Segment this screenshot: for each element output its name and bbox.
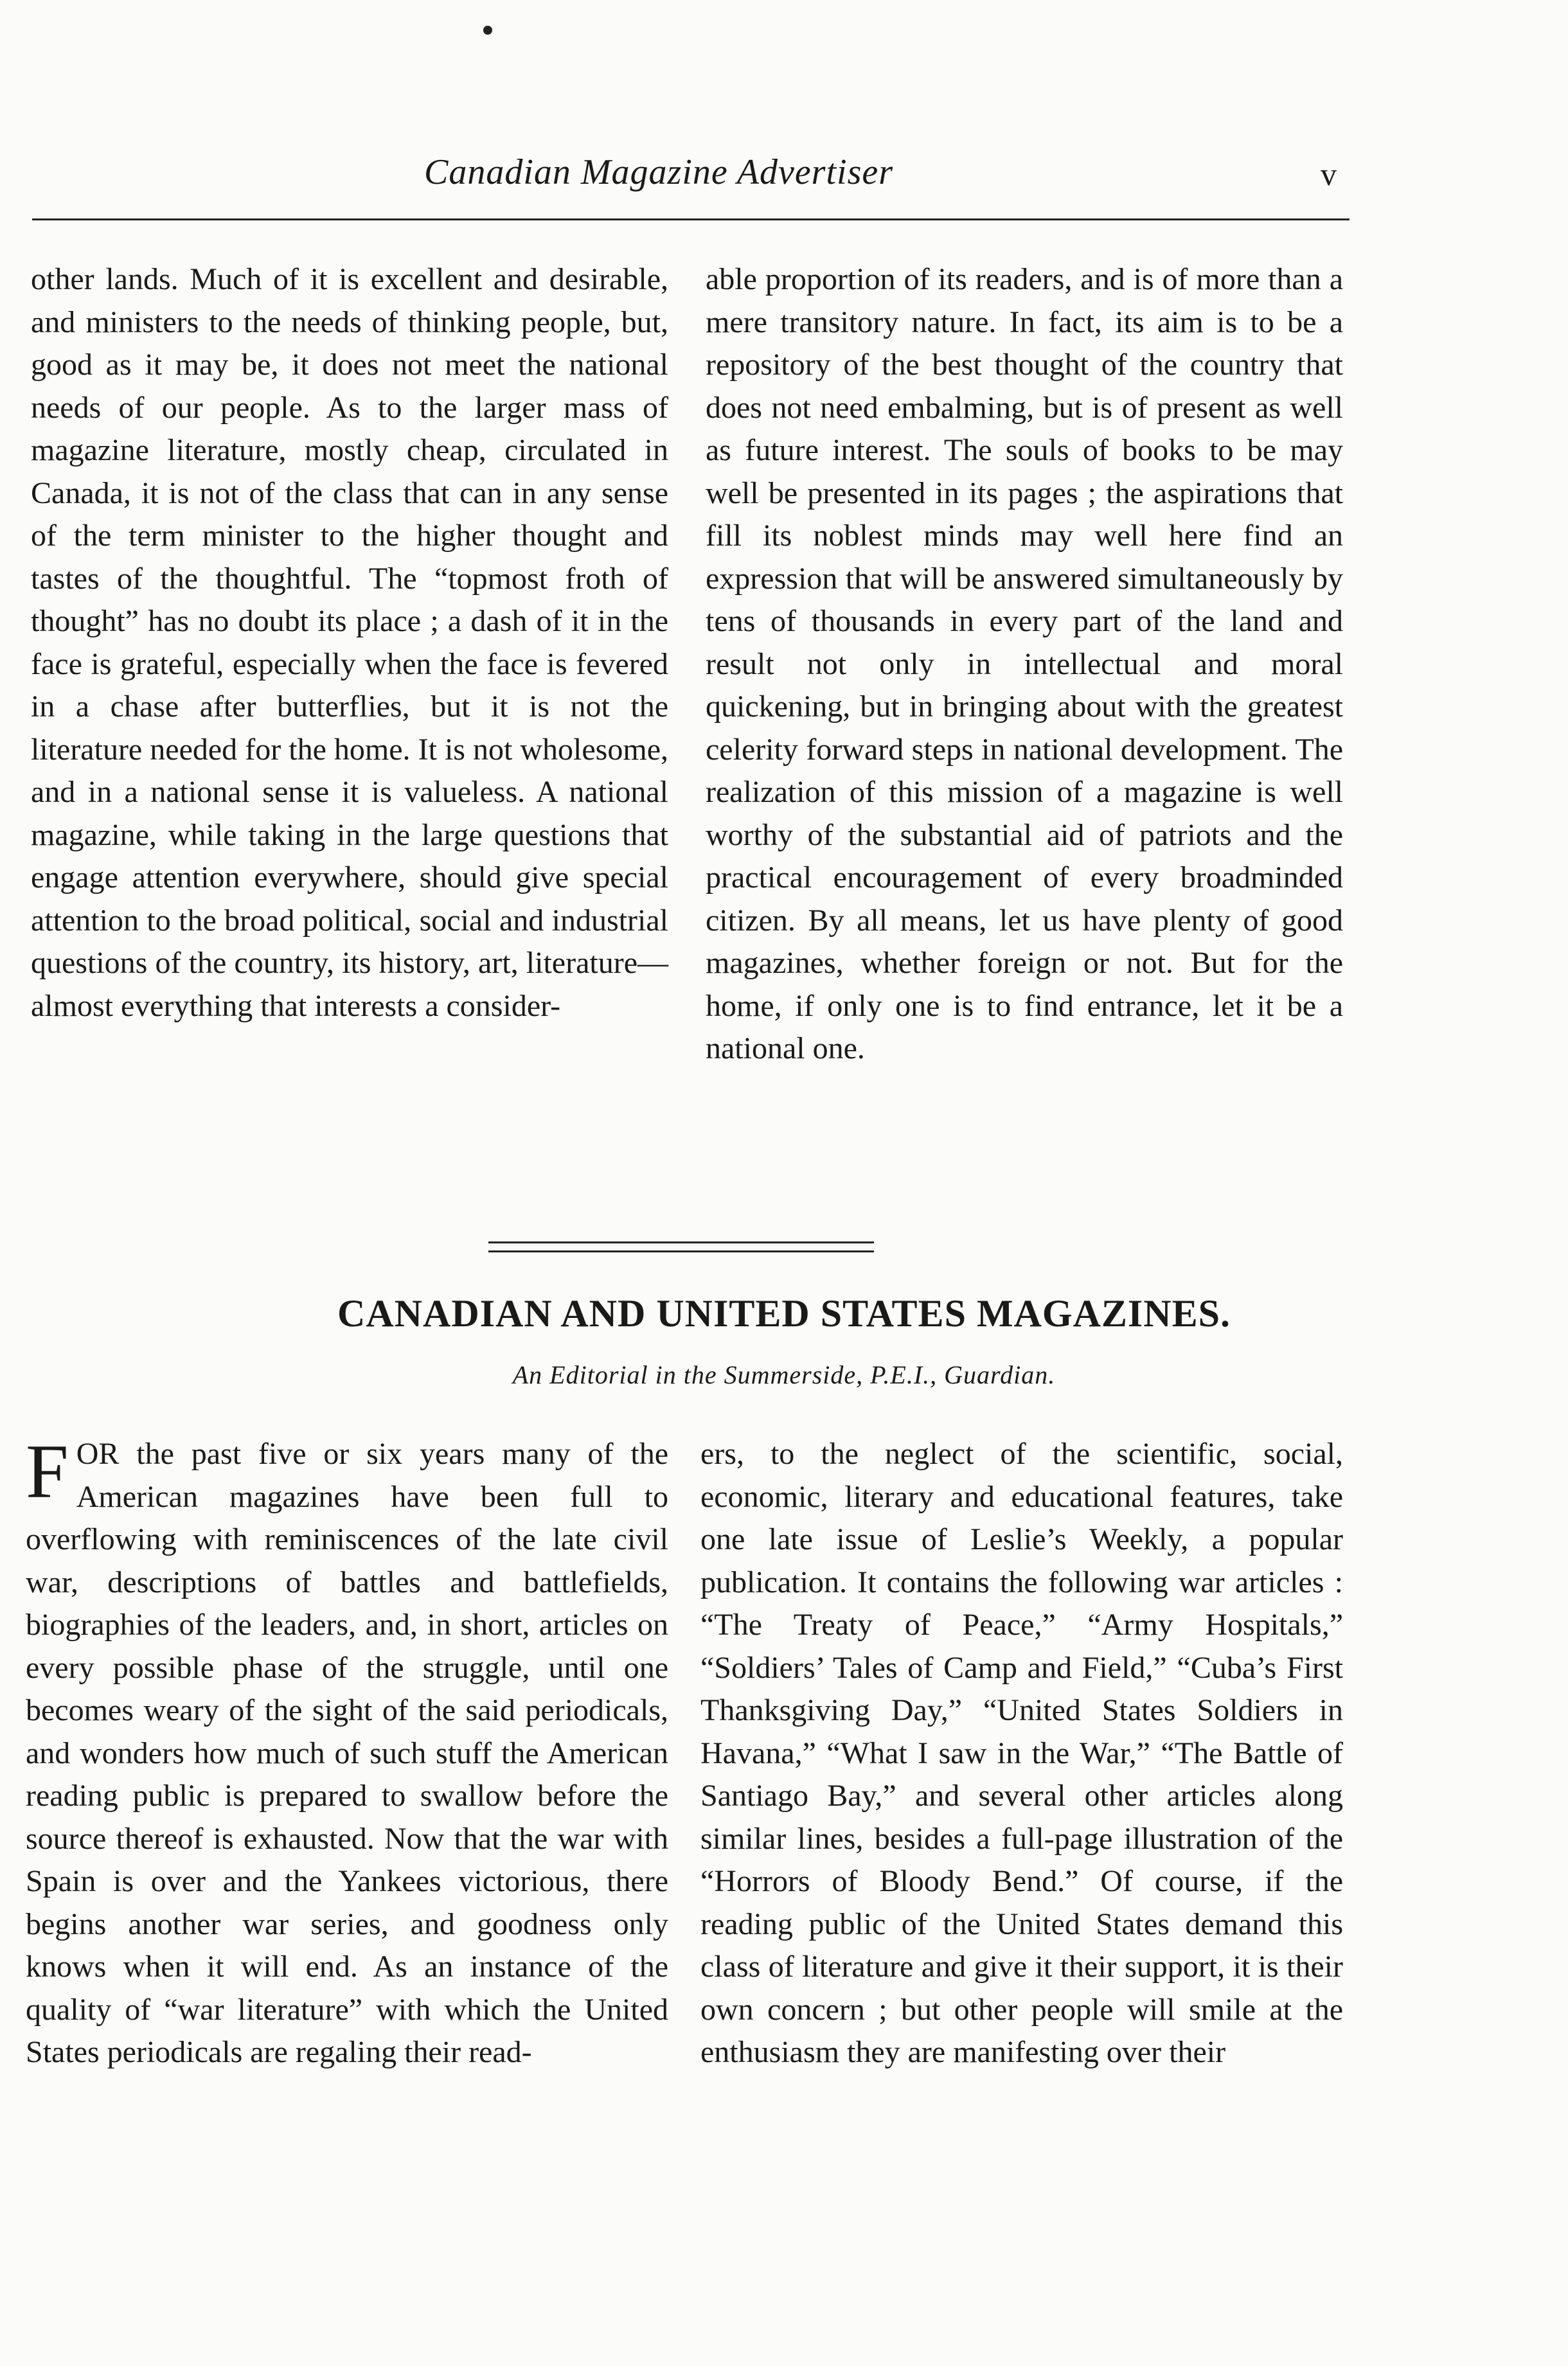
page-header: [32, 152, 1350, 203]
section-separator-top: [488, 1241, 874, 1243]
running-title: Canadian Magazine Advertiser: [424, 152, 894, 192]
article-title: CANADIAN AND UNITED STATES MAGAZINES.: [337, 1292, 1231, 1335]
drop-cap: F: [26, 1428, 69, 1514]
upper-left-column: [31, 258, 668, 1027]
ink-dot: [483, 26, 492, 35]
article-right-column: [700, 1433, 1343, 2074]
article-left-column: [26, 1428, 668, 2074]
header-rule: [32, 218, 1350, 220]
upper-right-text: able proportion of its readers, and is of more than a mere transitory nature. In fact, its aim is to be a repository of the best thought of the country that does not need embalming, but is of present as well as future interest. The souls of books to be may well be presented in its pages ; the aspirations that fill its noblest minds may well here find an expression that will be answered simultaneously by tens of thousands in every part of the land and result not only in intellectual and moral quickening, but in bringing about with the greatest celerity forward steps in national development. The realization of this mission of a magazine is well worthy of the substantial aid of patriots and the practical encouragement of every broadminded citizen. By all means, let us have plenty of good magazines, whether foreign or not. But for the home, if only one is to find entrance, let it be a national one.: [706, 262, 1343, 1065]
article-subtitle: An Editorial in the Summerside, P.E.I., Guardian.: [512, 1360, 1056, 1389]
section-separator-bottom: [488, 1250, 874, 1252]
article-right-text: ers, to the neglect of the scientific, social, economic, literary and educational features, take one late issue of Leslie’s Weekly, a popular publication. It contains the following war articles : “The Treaty of Peace,” “Army Hospitals,” “Soldiers’ Tales of Camp and Field,” “Cuba’s First Thanksgiving Day,” “United States Soldiers in Havana,” “What I saw in the War,” “The Battle of Santiago Bay,” and several other articles along similar lines, besides a full-page illustration of the “Horrors of Bloody Bend.” Of course, if the reading public of the United States demand this class of literature and give it their support, it is their own concern ; but other people will smile at the enthusiasm they are manifesting over their: [700, 1437, 1343, 2069]
article-left-text: OR the past five or six years many of the American magazines have been full to overflowing with reminiscences of the late civil war, descriptions of battles and battlefields, biographies of the leaders, and, in short, articles on every possible phase of the struggle, until one becomes weary of the sight of the said periodicals, and wonders how much of such stuff the American reading public is prepared to swallow before the source thereof is exhausted. Now that the war with Spain is over and the Yankees victorious, there begins another war series, and goodness only knows when it will end. As an instance of the quality of “war literature” with which the United States periodicals are regaling their read-: [26, 1437, 668, 2069]
article-left-paragraph: [26, 1428, 668, 2074]
upper-left-text: other lands. Much of it is excellent and desirable, and ministers to the needs of thinking people, but, good as it may be, it does not meet the national needs of our people. As to the larger mass of magazine literature, mostly cheap, circulated in Canada, it is not of the class that can in any sense of the term minister to the higher thought and tastes of the thoughtful. The “topmost froth of thought” has no doubt its place ; a dash of it in the face is grateful, especially when the face is fevered in a chase after butterflies, but it is not the literature needed for the home. It is not wholesome, and in a national sense it is valueless. A national magazine, while taking in the large questions that engage attention everywhere, should give special attention to the broad political, social and industrial questions of the country, its history, art, literature—almost everything that interests a consider-: [31, 262, 668, 1023]
upper-right-column: [706, 258, 1343, 1071]
page-number: v: [1321, 156, 1337, 192]
